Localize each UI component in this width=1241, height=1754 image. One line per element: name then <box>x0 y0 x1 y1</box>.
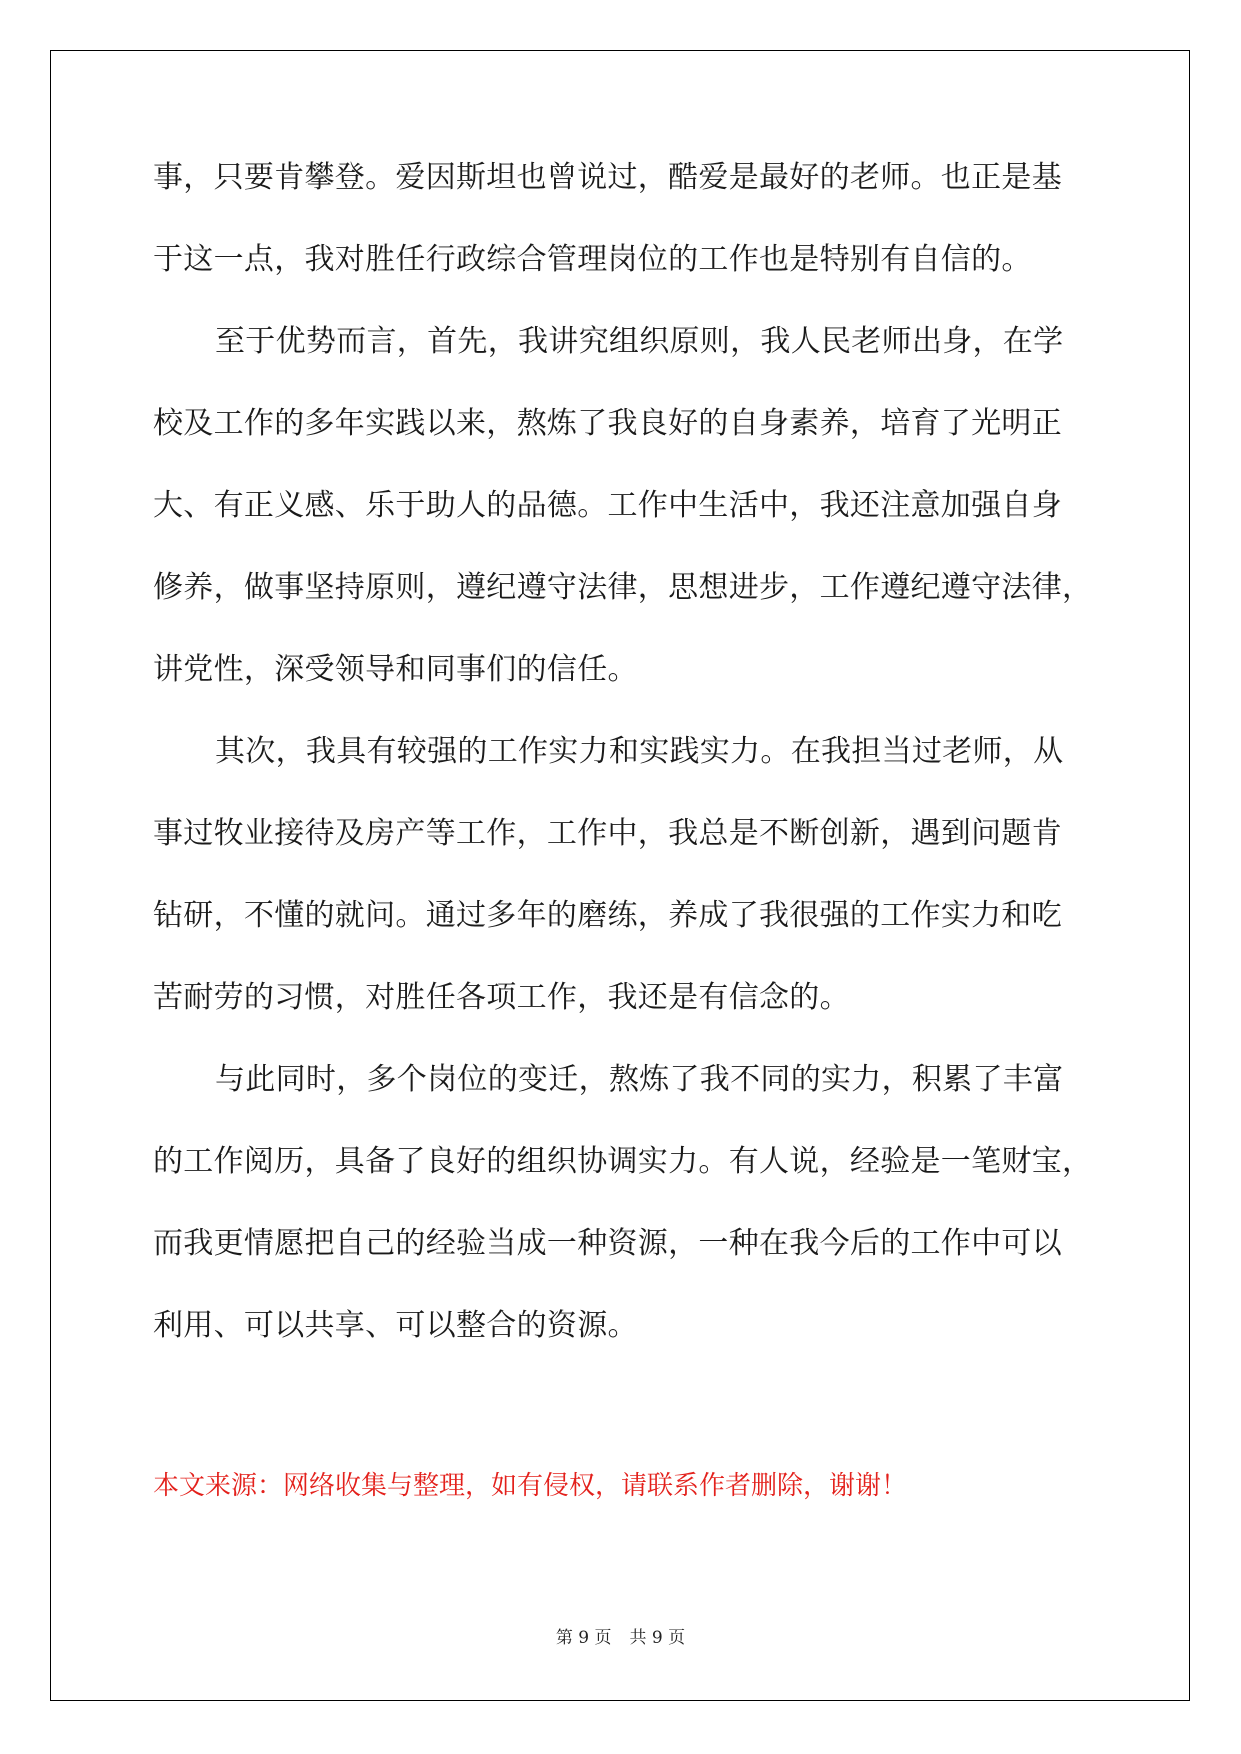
text-line: 利用、可以共享、可以整合的资源。 <box>153 1308 638 1343</box>
paragraph-start-line: 至于优势而言，首先，我讲究组织原则，我人民老师出身，在学 <box>215 324 1064 359</box>
text-line: 事过牧业接待及房产等工作，工作中，我总是不断创新，遇到问题肯 <box>153 816 1062 851</box>
text-line: 苦耐劳的习惯，对胜任各项工作，我还是有信念的。 <box>153 980 850 1015</box>
text-line: 大、有正义感、乐于助人的品德。工作中生活中，我还注意加强自身 <box>153 488 1062 523</box>
text-line: 钻研，不懂的就问。通过多年的磨练，养成了我很强的工作实力和吃 <box>153 898 1062 933</box>
paragraph-start-line: 与此同时，多个岗位的变迁，熬炼了我不同的实力，积累了丰富 <box>215 1062 1064 1097</box>
text-line: 而我更情愿把自己的经验当成一种资源，一种在我今后的工作中可以 <box>153 1226 1062 1261</box>
text-line: 事，只要肯攀登。爱因斯坦也曾说过，酷爱是最好的老师。也正是基 <box>153 160 1062 195</box>
document-body <box>153 160 1113 1390</box>
page-number-current: 第 9 页 <box>555 1628 612 1648</box>
text-line: 的工作阅历，具备了良好的组织协调实力。有人说，经验是一笔财宝， <box>153 1144 1093 1179</box>
text-line: 讲党性，深受领导和同事们的信任。 <box>153 652 638 687</box>
page-footer <box>0 1628 1241 1648</box>
paragraph-start-line: 其次，我具有较强的工作实力和实践实力。在我担当过老师，从 <box>215 734 1064 769</box>
text-line: 于这一点，我对胜任行政综合管理岗位的工作也是特别有自信的。 <box>153 242 1032 277</box>
text-line: 校及工作的多年实践以来，熬炼了我良好的自身素养，培育了光明正 <box>153 406 1062 441</box>
page-number-total: 共 9 页 <box>629 1628 686 1648</box>
source-note: 本文来源：网络收集与整理，如有侵权，请联系作者删除，谢谢！ <box>153 1471 908 1501</box>
text-line: 修养，做事坚持原则，遵纪遵守法律，思想进步，工作遵纪遵守法律， <box>153 570 1093 605</box>
